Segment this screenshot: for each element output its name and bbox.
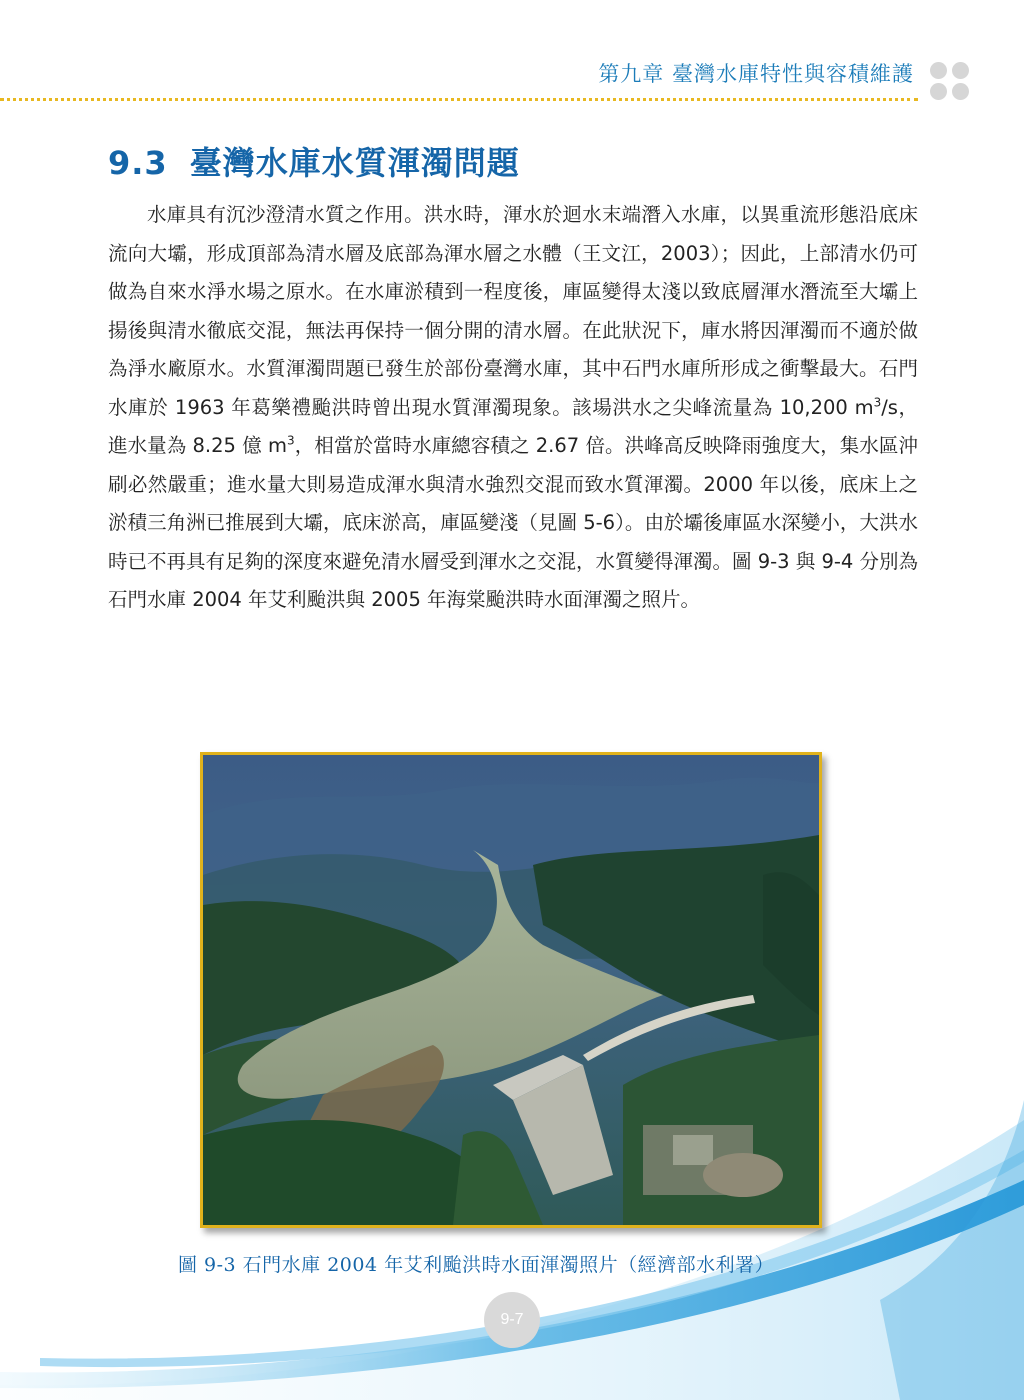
body-paragraph (108, 196, 918, 620)
figure-photo (200, 752, 822, 1228)
section-title: 臺灣水庫水質渾濁問題 (189, 144, 520, 182)
superscript: 3 (873, 395, 882, 409)
header-divider (0, 98, 918, 101)
body-text-part1: 水庫具有沉沙澄清水質之作用。洪水時，渾水於迴水末端潛入水庫，以異重流形態沿底床流向大壩，形成頂部為清水層及底部為渾水層之水體（王文江，2003）；因此，上部清水仍可做為自來水淨水場之原水。在水庫淤積到一程度後，庫區變得太淺以致底層渾水潛流至大壩上揚後與清水徹底交混，無法再保持一個分開的清水層。在此狀況下，庫水將因渾濁而不適於做為淨水廠原水。水質渾濁問題已發生於部份臺灣水庫，其中石門水庫所形成之衝擊最大。石門水庫於 1963 年葛樂禮颱洪時曾出現水質渾濁現象。該場洪水之尖峰流量為 10,200 m (108, 203, 918, 419)
page-number: 9-7 (484, 1292, 540, 1348)
superscript: 3 (287, 433, 295, 448)
section-heading (108, 138, 520, 184)
section-number: 9.3 (108, 144, 168, 182)
figure-caption: 圖 9-3 石門水庫 2004 年艾利颱洪時水面渾濁照片（經濟部水利署） (178, 1254, 775, 1276)
chapter-title: 第九章 臺灣水庫特性與容積維護 (598, 62, 914, 86)
body-text-part3: ，相當於當時水庫總容積之 2.67 倍。洪峰高反映降雨強度大，集水區沖刷必然嚴重；進水量大則易造成渾水與清水強烈交混而致水質渾濁。2000 年以後，底床上之淤積三角洲已推展到大壩，底床淤高，庫區變淺（見圖 5-6）。由於壩後庫區水深變小，大洪水時已不再具有足夠的深度來避免清水層受到渾水之交混，水質變得渾濁。圖 9-3 與 9-4 分別為石門水庫 2004 年艾利颱洪與 2005 年海棠颱洪時水面渾濁之照片。 (108, 434, 918, 611)
header-dots-icon (930, 62, 974, 102)
body-text-part2: /s，進水量為 8.25 億 m (108, 395, 918, 457)
